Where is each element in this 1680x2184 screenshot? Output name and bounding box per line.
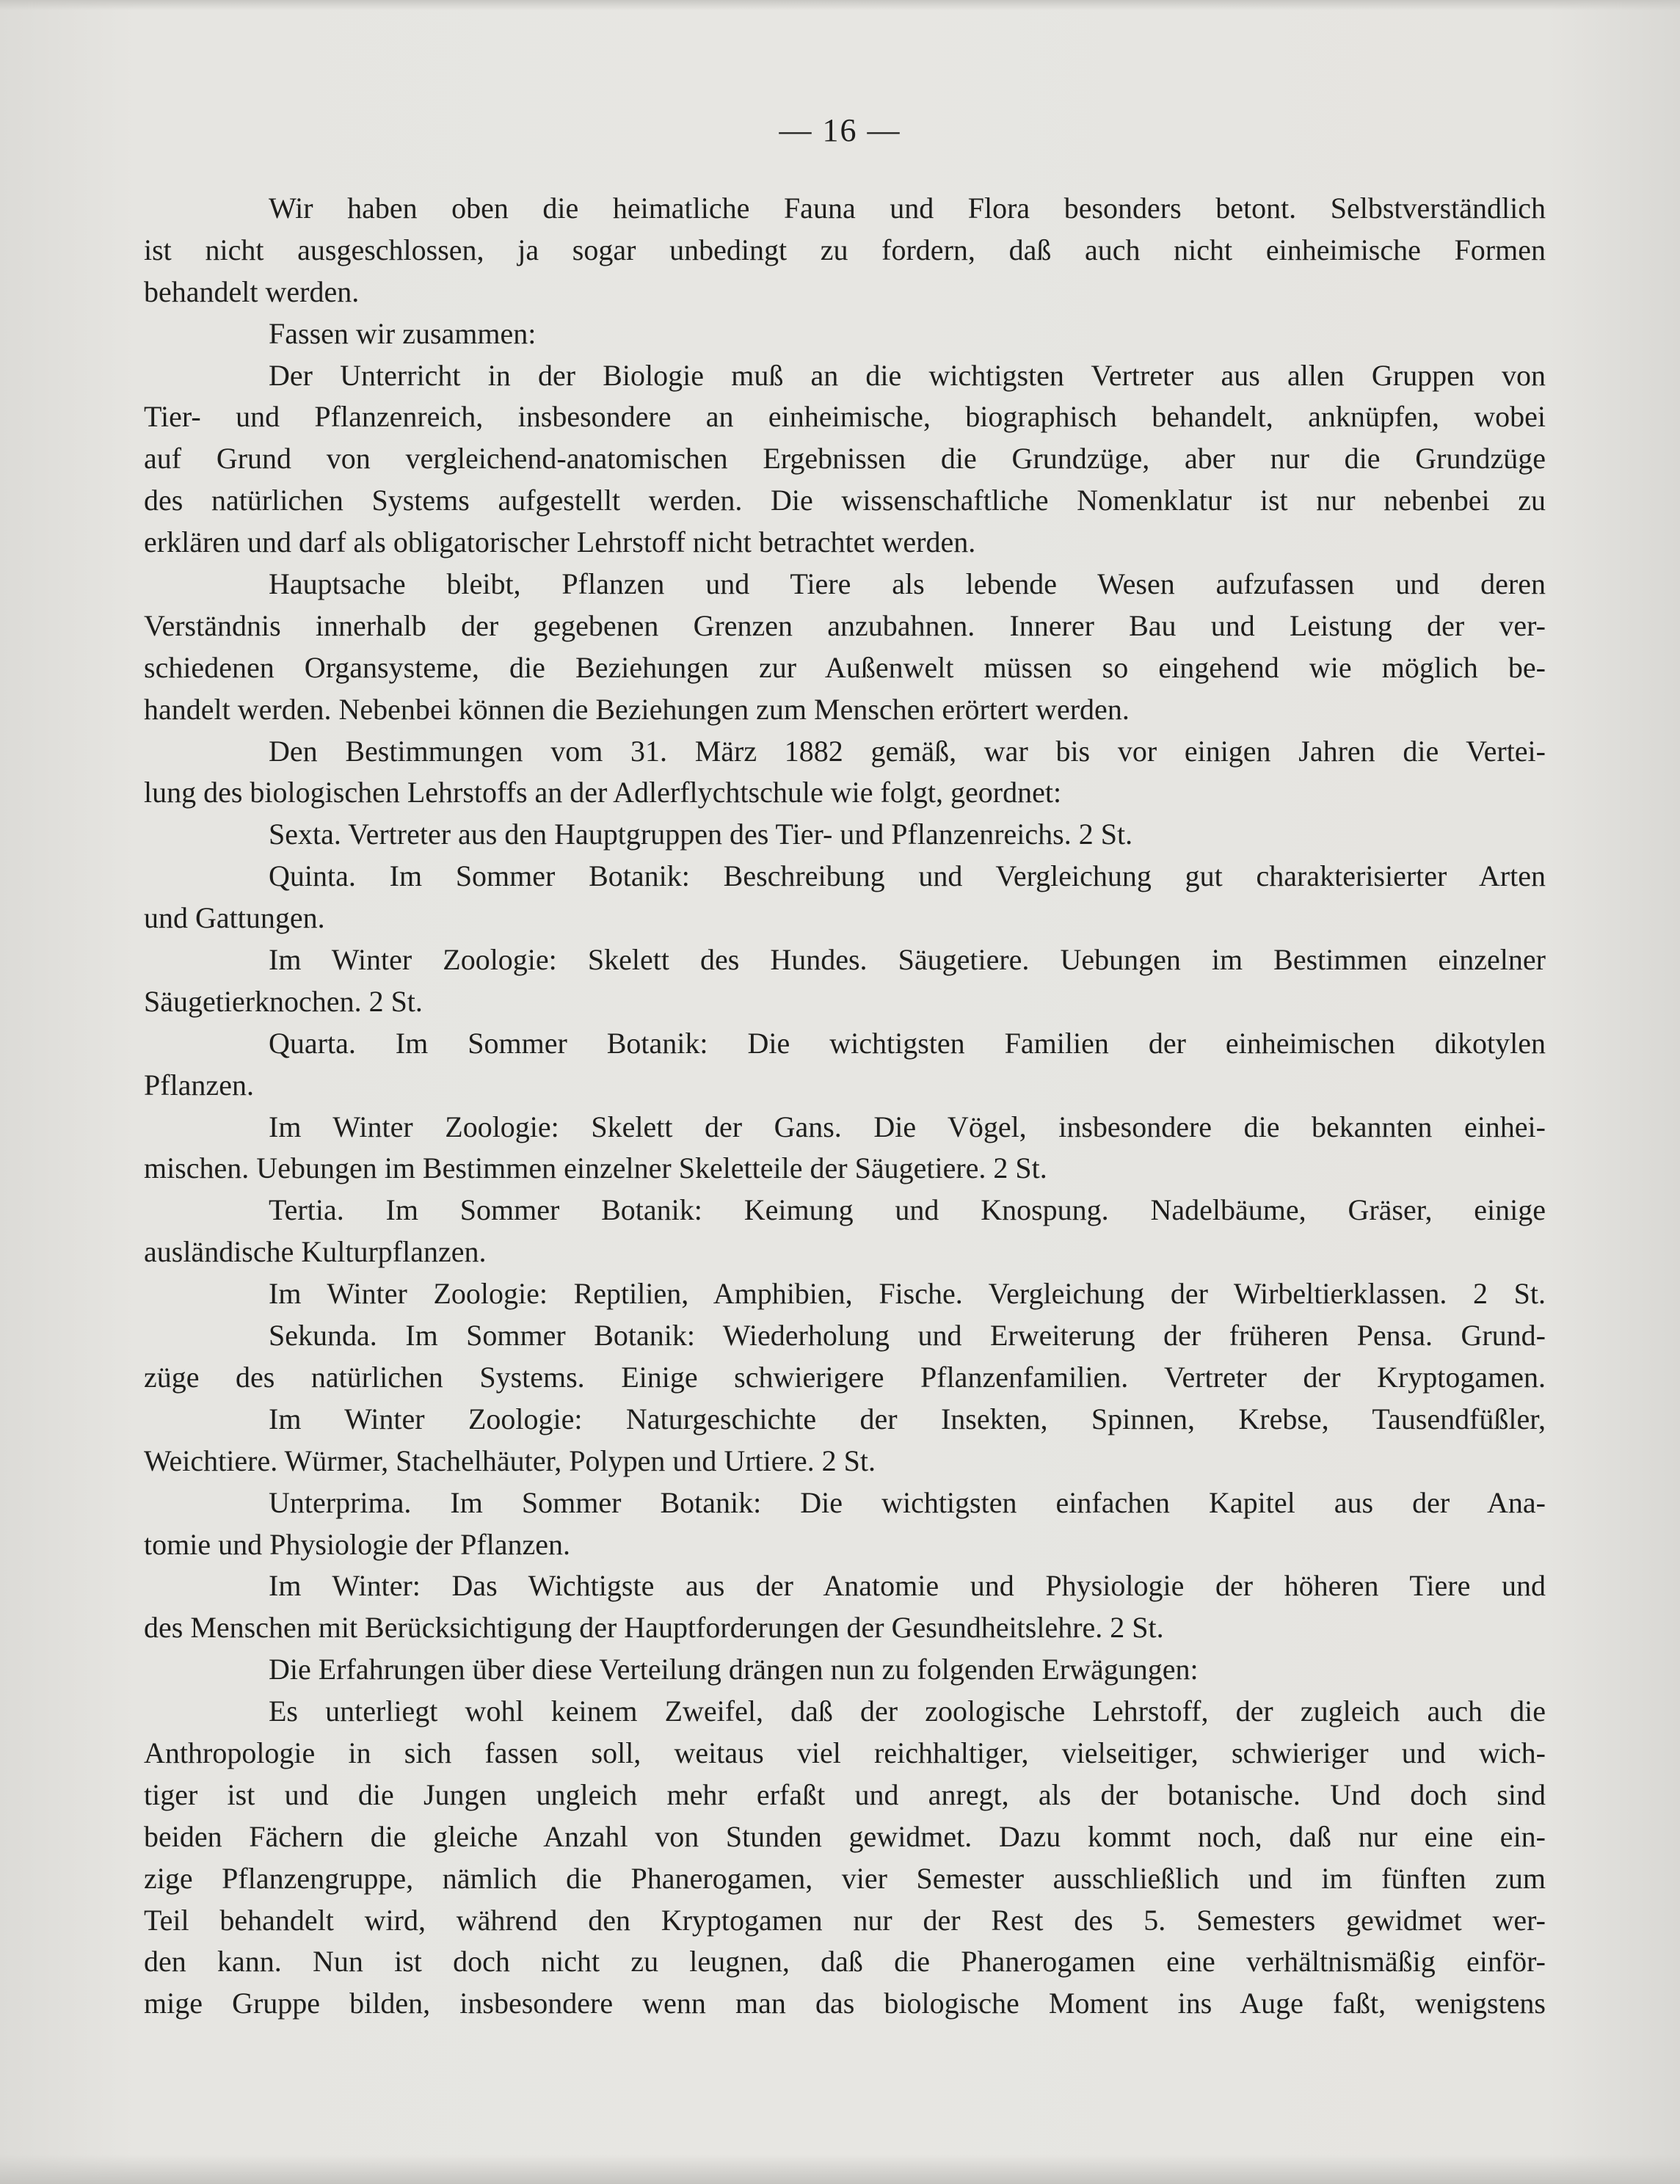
text-line: schiedenen Organsysteme, die Beziehungen zur Außenwelt müssen so eingehend wie möglich be-	[144, 650, 1546, 684]
text-line: mige Gruppe bilden, insbesondere wenn man das biologische Moment ins Auge faßt, wenigstens	[144, 1987, 1546, 2020]
text-line: des natürlichen Systems aufgestellt werden. Die wissenschaftliche Nomenklatur ist nur nebenbei zu	[144, 484, 1546, 517]
text-line: Tier- und Pflanzenreich, insbesondere an einheimische, biographisch behandelt, anknüpfen, wobei	[144, 400, 1546, 434]
text-line: beiden Fächern die gleiche Anzahl von Stunden gewidmet. Dazu kommt noch, daß nur eine ein-	[144, 1819, 1546, 1853]
text-line: Teil behandelt wird, während den Kryptogamen nur der Rest des 5. Semesters gewidmet wer-	[144, 1903, 1546, 1937]
text-line: lung des biologischen Lehrstoffs an der Adlerflychtschule wie folgt, geordnet:	[144, 776, 1062, 809]
text-line: Quinta. Im Sommer Botanik: Beschreibung und Vergleichung gut charakterisierter Arten	[269, 859, 1546, 893]
text-line: und Gattungen.	[144, 901, 325, 935]
page-number: — 16 —	[779, 112, 901, 148]
text-line: Es unterliegt wohl keinem Zweifel, daß der zoologische Lehrstoff, der zugleich auch die	[269, 1695, 1546, 1728]
text-line: zige Pflanzengruppe, nämlich die Phanerogamen, vier Semester ausschließlich und im fünften zum	[144, 1861, 1546, 1895]
text-line: den kann. Nun ist doch nicht zu leugnen, daß die Phanerogamen eine verhältnismäßig einför-	[144, 1945, 1546, 1979]
text-line: Im Winter Zoologie: Skelett des Hundes. Säugetiere. Uebungen im Bestimmen einzelner	[269, 943, 1546, 977]
text-line: Im Winter Zoologie: Naturgeschichte der Insekten, Spinnen, Krebse, Tausendfüßler,	[269, 1402, 1546, 1435]
text-line: handelt werden. Nebenbei können die Beziehungen zum Menschen erörtert werden.	[144, 692, 1130, 726]
text-line: Pflanzen.	[144, 1068, 254, 1102]
text-line: Im Winter Zoologie: Skelett der Gans. Die Vögel, insbesondere die bekannten einhei-	[269, 1110, 1546, 1143]
text-line: mischen. Uebungen im Bestimmen einzelner Skeletteile der Säugetiere. 2 St.	[144, 1151, 1047, 1185]
text-line: Hauptsache bleibt, Pflanzen und Tiere als lebende Wesen aufzufassen und deren	[269, 567, 1546, 601]
text-line: behandelt werden.	[144, 274, 360, 308]
text-line: Sekunda. Im Sommer Botanik: Wiederholung und Erweiterung der früheren Pensa. Grund-	[269, 1319, 1546, 1353]
text-line: züge des natürlichen Systems. Einige schwierigere Pflanzenfamilien. Vertreter der Kryptogamen.	[144, 1360, 1546, 1394]
text-line: ist nicht ausgeschlossen, ja sogar unbedingt zu fordern, daß auch nicht einheimische Formen	[144, 233, 1546, 266]
text-line: auf Grund von vergleichend-anatomischen Ergebnissen die Grundzüge, aber nur die Grundzüge	[144, 442, 1546, 476]
text-line: Tertia. Im Sommer Botanik: Keimung und Knospung. Nadelbäume, Gräser, einige	[269, 1193, 1546, 1227]
text-line: Fassen wir zusammen:	[269, 316, 537, 350]
text-line: Sexta. Vertreter aus den Hauptgruppen des Tier- und Pflanzenreichs. 2 St.	[269, 818, 1133, 851]
text-line: Verständnis innerhalb der gegebenen Grenzen anzubahnen. Innerer Bau und Leistung der ver-	[144, 608, 1546, 642]
text-line: tomie und Physiologie der Pflanzen.	[144, 1527, 571, 1561]
text-line: ausländische Kulturpflanzen.	[144, 1235, 487, 1269]
text-line: erklären und darf als obligatorischer Lehrstoff nicht betrachtet werden.	[144, 525, 976, 559]
text-line: Im Winter Zoologie: Reptilien, Amphibien, Fische. Vergleichung der Wirbeltierklassen. 2 St.	[269, 1277, 1546, 1311]
text-line: Quarta. Im Sommer Botanik: Die wichtigsten Familien der einheimischen dikotylen	[269, 1026, 1546, 1060]
text-line: Anthropologie in sich fassen soll, weitaus viel reichhaltiger, vielseitiger, schwieriger und wich-	[144, 1736, 1546, 1769]
text-line: tiger ist und die Jungen ungleich mehr erfaßt und anregt, als der botanische. Und doch sind	[144, 1777, 1546, 1811]
text-line: Wir haben oben die heimatliche Fauna und Flora besonders betont. Selbstverständlich	[269, 192, 1546, 225]
text-line: Im Winter: Das Wichtigste aus der Anatomie und Physiologie der höheren Tiere und	[269, 1569, 1546, 1603]
text-line: Den Bestimmungen vom 31. März 1882 gemäß, war bis vor einigen Jahren die Vertei-	[269, 734, 1546, 768]
text-line: Der Unterricht in der Biologie muß an die wichtigsten Vertreter aus allen Gruppen von	[269, 358, 1546, 392]
text-line: des Menschen mit Berücksichtigung der Hauptforderungen der Gesundheitslehre. 2 St.	[144, 1611, 1164, 1645]
text-line: Säugetierknochen. 2 St.	[144, 984, 423, 1018]
body-text	[144, 188, 1546, 2025]
scan-edge-bottom	[0, 2155, 1680, 2184]
text-line: Unterprima. Im Sommer Botanik: Die wichtigsten einfachen Kapitel aus der Ana-	[269, 1485, 1546, 1519]
text-line: Weichtiere. Würmer, Stachelhäuter, Polypen und Urtiere. 2 St.	[144, 1444, 876, 1477]
text-line: Die Erfahrungen über diese Verteilung drängen nun zu folgenden Erwägungen:	[269, 1653, 1199, 1686]
scan-edge-top	[0, 0, 1680, 10]
